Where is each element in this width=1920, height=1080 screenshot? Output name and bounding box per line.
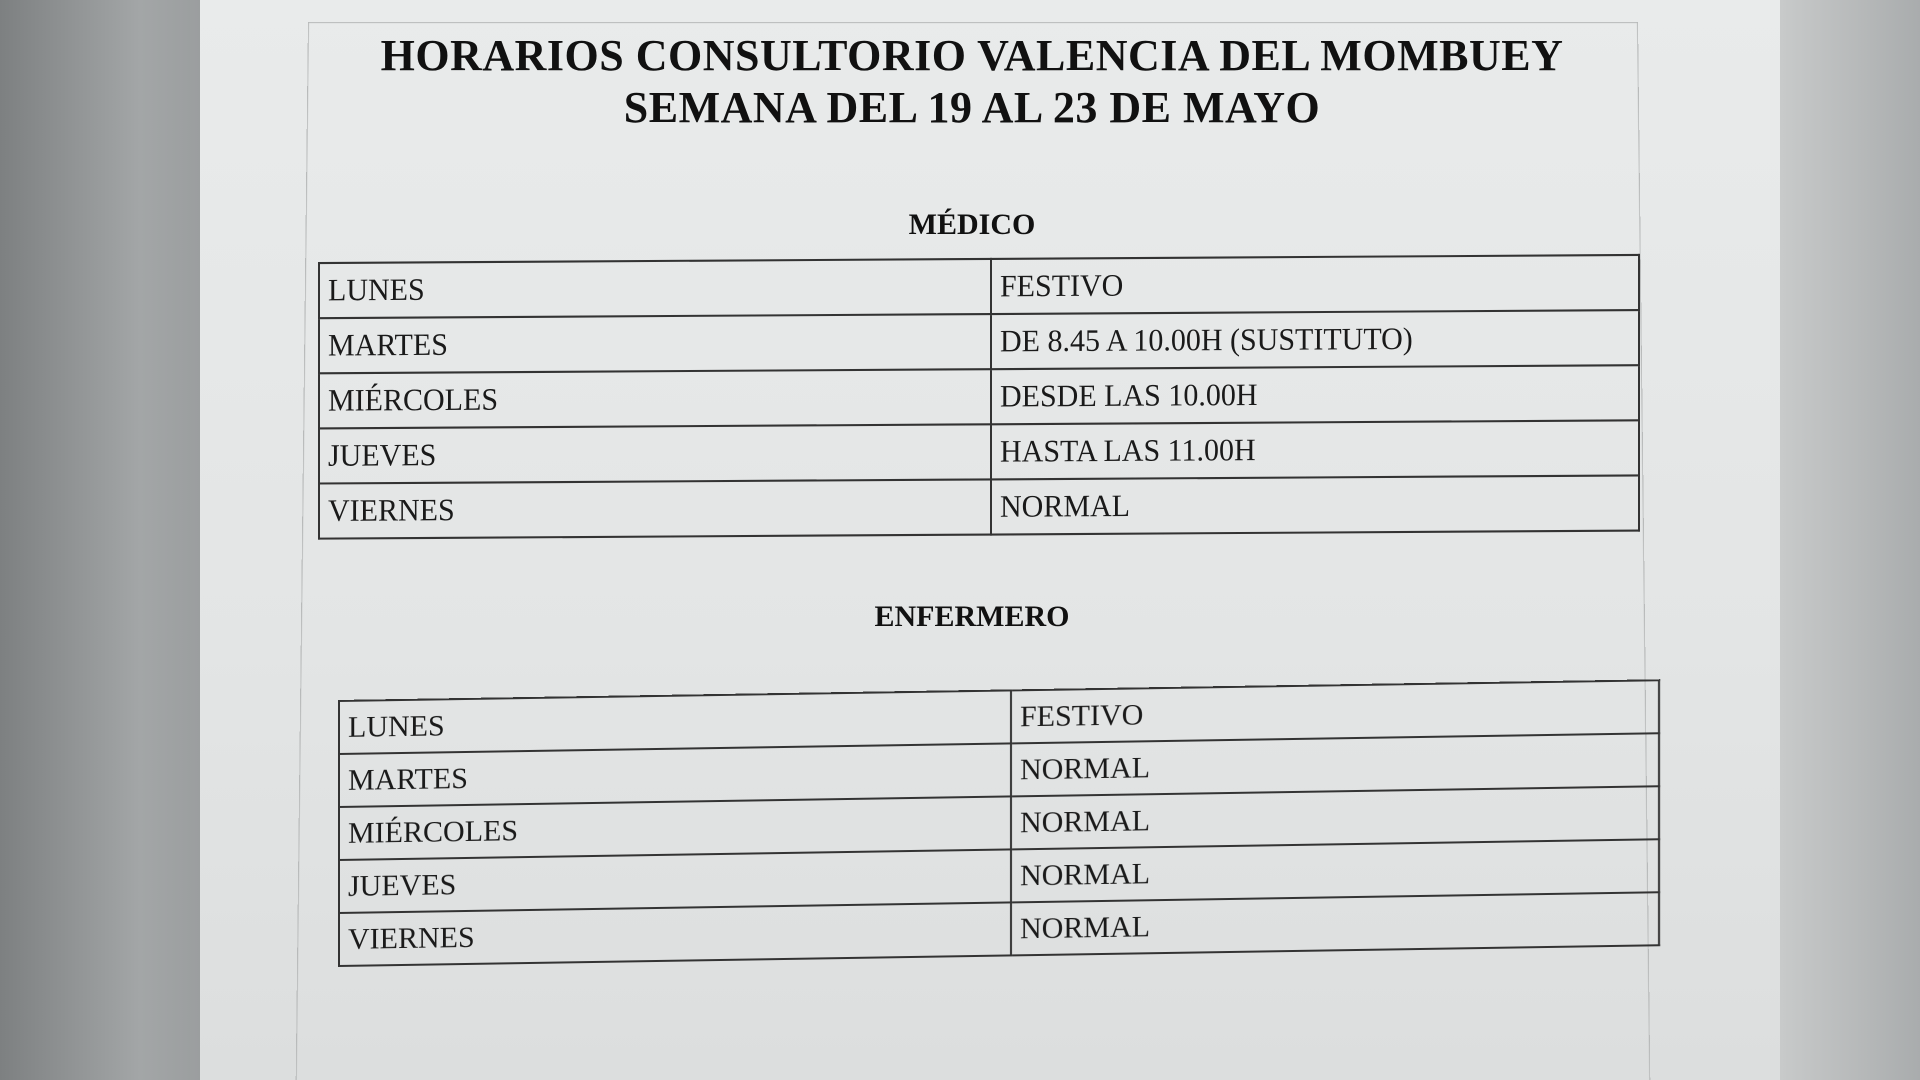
enfermero-heading: ENFERMERO bbox=[874, 600, 1070, 633]
document-subtitle: SEMANA DEL 19 AL 23 DE MAYO bbox=[623, 83, 1321, 132]
day-cell: LUNES bbox=[339, 690, 1011, 754]
hours-cell: NORMAL bbox=[1011, 786, 1659, 849]
hours-cell: HASTA LAS 11.00H bbox=[991, 420, 1639, 479]
hours-cell: DE 8.45 A 10.00H (SUSTITUTO) bbox=[991, 310, 1639, 369]
table-row bbox=[319, 475, 1639, 538]
table-row bbox=[319, 310, 1639, 373]
medico-schedule-table bbox=[318, 254, 1640, 540]
day-cell: VIERNES bbox=[319, 479, 991, 538]
day-cell: VIERNES bbox=[339, 902, 1011, 966]
document-title: HORARIOS CONSULTORIO VALENCIA DEL MOMBUEY bbox=[380, 31, 1564, 80]
day-cell: MIÉRCOLES bbox=[339, 796, 1011, 860]
day-cell: JUEVES bbox=[319, 424, 991, 483]
hours-cell: DESDE LAS 10.00H bbox=[991, 365, 1639, 424]
day-cell: LUNES bbox=[319, 259, 991, 318]
table-row bbox=[319, 255, 1639, 318]
enfermero-schedule-table bbox=[338, 679, 1660, 967]
day-cell: MIÉRCOLES bbox=[319, 369, 991, 428]
medico-heading: MÉDICO bbox=[908, 208, 1036, 241]
hours-cell: FESTIVO bbox=[1011, 680, 1659, 743]
table-row bbox=[319, 365, 1639, 428]
hours-cell: FESTIVO bbox=[991, 255, 1639, 314]
hours-cell: NORMAL bbox=[1011, 892, 1659, 955]
hours-cell: NORMAL bbox=[1011, 839, 1659, 902]
day-cell: MARTES bbox=[319, 314, 991, 373]
hours-cell: NORMAL bbox=[1011, 733, 1659, 796]
table-row bbox=[319, 420, 1639, 483]
day-cell: MARTES bbox=[339, 743, 1011, 807]
day-cell: JUEVES bbox=[339, 849, 1011, 913]
hours-cell: NORMAL bbox=[991, 475, 1639, 534]
